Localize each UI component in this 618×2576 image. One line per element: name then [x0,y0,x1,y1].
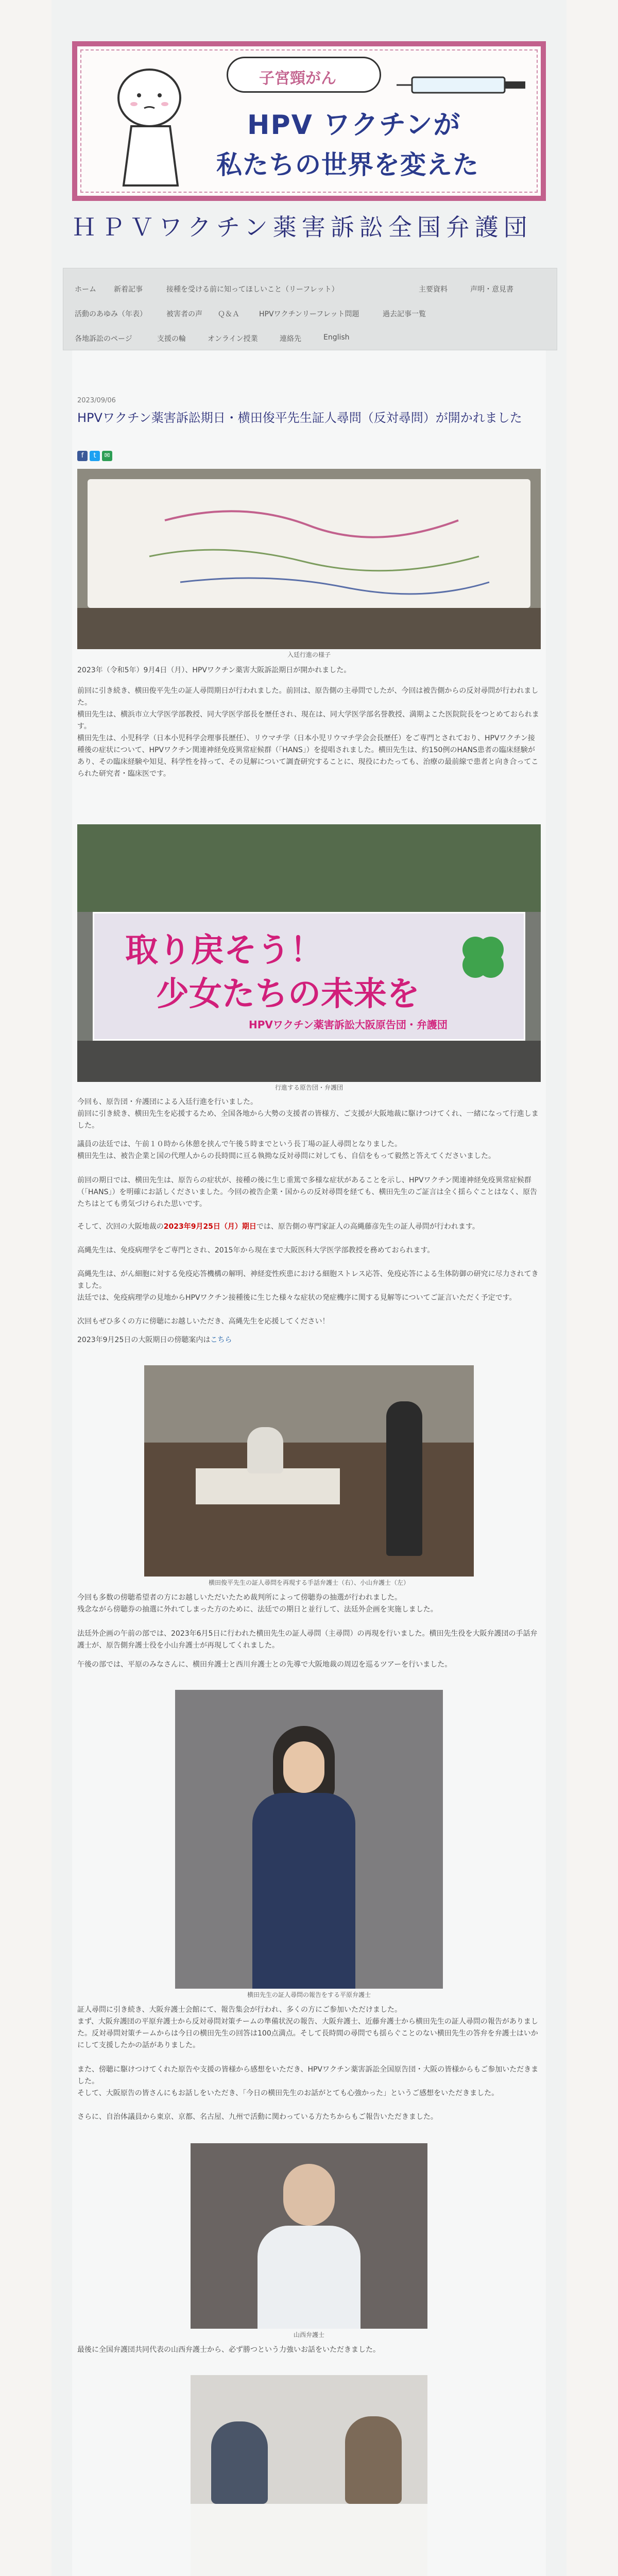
site-banner[interactable] [72,41,546,201]
main-nav [63,268,557,350]
para-21: まず、大阪弁護団の平原弁護士から反対尋問対策チームの準備状況の報告、大阪弁護士、近藤弁護士から横田先生の証人尋問の報告がありました。反対尋問対策チームからは今日の横田先生の回答は100点満点。そして長時間の尋問でも揺らぐことのない横田先生の答弁を弁護士はいかにして支援したかの話がありました。 [77,2018,538,2049]
table [196,1468,340,1504]
nav-item-voices[interactable]: 被害者の声 [166,310,202,318]
page [52,0,566,2576]
standing-person [386,1401,422,1556]
nav-item-contact[interactable]: 連絡先 [280,335,301,343]
nav-item-leaflet-issue[interactable]: HPVワクチンリーフレット問題 [259,310,359,318]
speaker-outfit [252,1793,355,1989]
nav-item-leaflet[interactable]: 接種を受ける前に知ってほしいこと（リーフレット） [166,285,339,294]
seated-person [247,1427,283,1473]
para-6: 前回に引き続き、横田先生を応援するため、全国各地から大勢の支援者の皆様方、ご支援が大阪地裁に駆けつけてくれ、一緒になって行進しました。 [77,1110,539,1130]
marchers-legs [77,1041,541,1082]
para-23: そして、大阪原告の皆さんにもお話しをいただき、「今日の横田先生のお話がとても心強かった」というご感想をいただきました。 [77,2089,499,2097]
banner-group-name: HPVワクチン薬害訴訟大阪原告団・弁護団 [249,1019,448,1031]
para-16: 今回も多数の傍聴希望者の方にお越しいただいたため裁判所によって傍聴券の抽選が行われました。 [77,1594,402,1602]
site-title[interactable]: ＨＰＶワクチン薬害訴訟全国弁護団 [72,213,533,241]
banner-slogan-line2: 少女たちの未来を [156,975,420,1013]
lawyer-right [345,2416,402,2504]
para-10-post: では、原告側の専門家証人の高縄藤彦先生の証人尋問が行われます。 [256,1223,479,1231]
nav-item-archive[interactable]: 過去記事一覧 [383,310,426,318]
nav-item-online-class[interactable]: オンライン授業 [208,335,258,343]
nav-item-news[interactable]: 新着記事 [114,285,143,294]
banner-title-line1: HPV ワクチンが [247,110,461,141]
para-15-text: 2023年9月25日の大阪期日の傍聴案内は [77,1336,211,1344]
para-11: 高縄先生は、免疫病理学をご専門とされ、2015年から現在まで大阪医科大学医学部教授を務めておられます。 [77,1246,435,1255]
para-4: 横田先生は、小児科学（日本小児科学会理事長歴任）、リウマチ学（日本小児リウマチ学会会長歴任）をご専門とされており、HPVワクチン接種後の症状について、HPVワクチン関連神経免疫異常症候群（「HANS」）を提唱されました。横田先生は、約150例のHANS患者の臨床経験があり、その臨床経験や知見、科学性を持って、その見解について調査研究することに、現役にわたっても、治療の最前線で患者と向き合ってこられた研究者・臨床医です。 [77,734,539,778]
photo-report-speaker [175,1690,443,1989]
banner-slogan-line1: 取り戻そう！ [125,931,323,970]
para-14: 次回もぜひ多くの方に傍聴にお越しいただき、高縄先生を応援してください！ [77,1317,330,1326]
photo-march [77,824,541,1082]
speaker-face [283,2164,335,2226]
line-share-icon[interactable]: ✉ [102,451,112,461]
speech-bubble [227,57,381,93]
post-title: HPVワクチン薬害訴訟期日・横田俊平先生証人尋問（反対尋問）が開かれました [77,411,522,425]
nav-item-home[interactable]: ホーム [75,285,96,294]
photo2-caption: 行進する原告団・弁護団 [274,1084,343,1091]
photo1-caption: 入廷行進の様子 [287,651,331,658]
para-24: さらに、自治体議員から東京、京都、名古屋、九州で活動に関わっている方たちからもご報告いただきました。 [77,2113,438,2121]
banner-title-line2: 私たちの世界を変えた [216,150,479,180]
para-8: 横田先生は、被告企業と国の代理人からの長時間に亘る執拗な反対尋問に対しても、自信をもって毅然と答えてくださいました。 [77,1152,495,1160]
para-10-pre: そして、次回の大阪地裁の [77,1223,164,1231]
para-1: 2023年（令和5年）9月4日（月）、HPVワクチン薬害大阪訴訟期日が開かれました。 [77,666,351,674]
para-9: 前回の期日では、横田先生は、原告らの症状が、接種の後に生じ重篤で多様な症状があることを示し、HPVワクチン関連神経免疫異常症候群（「HANS」）を明確にお話しくださいました。今回の被告企業・国からの反対尋問を経ても、横田先生のご証言は全く揺らぐことはなく、原告たちはとても勇気づけられた思いです。 [77,1176,538,1208]
facebook-share-icon[interactable]: f [77,451,88,461]
nav-item-english[interactable]: English [323,333,350,342]
para-7: 議員の法廷では、午前１０時から休憩を挟んで午後５時までという長丁場の証人尋問となりました。 [77,1140,402,1148]
para-3: 横田先生は、横浜市立大学医学部教授、同大学医学部長を歴任され、現在は、同大学医学部名誉教授、満期よこた医院院長をつとめておられます。 [77,710,539,731]
message-banner-cloth [88,479,530,608]
photo-entrance-march [77,469,541,649]
para-10 [77,1221,541,1233]
para-12: 高縄先生は、がん細胞に対する免疫応答機構の解明、神経変性疾患における細胞ストレス応答、免疫応答による生体防御の研究に尽力されてきました。 [77,1270,539,1290]
post-date: 2023/09/06 [77,397,116,404]
cartoon-girl-illustration [88,57,221,196]
twitter-share-icon[interactable]: t [90,451,100,461]
nav-item-local-suits[interactable]: 各地訴訟のページ [75,335,132,343]
para-18: 法廷外企画の午前の部では、2023年6月5日に行われた横田先生の証人尋問（主尋問）の再現を行いました。横田先生役を大阪弁護団の手話弁護士が、原告側弁護士役を小山弁護士が再現してくれました。 [77,1630,538,1650]
nav-item-support[interactable]: 支援の輪 [157,335,186,343]
press-table [191,2504,427,2576]
crowd-silhouettes [77,608,541,649]
photo3-caption: 横田俊平先生の証人尋問を再現する手話弁護士（右）、小山弁護士（左） [208,1579,409,1586]
para-5: 今回も、原告団・弁護団による入廷行進を行いました。 [77,1098,258,1106]
room-wall [144,1365,474,1443]
photo-press-conference [191,2375,427,2576]
lawyer-left [211,2421,268,2504]
trees-background [77,824,541,912]
nav-item-qa[interactable]: Ｑ＆Ａ [218,310,239,318]
bubble-text: 子宮頸がん [259,70,336,88]
speaker-shirt [258,2226,360,2329]
clover-icon [455,929,511,986]
para-22: また、傍聴に駆けつけてくれた原告や支援の皆様から感想をいただき、HPVワクチン薬害訴訟全国原告団・大阪の皆様からもご参加いただきました。 [77,2065,539,2086]
nav-item-history[interactable]: 活動のあゆみ（年表） [75,310,147,318]
speaker-face [283,1741,324,1793]
hearing-guide-link[interactable]: こちら [210,1336,232,1344]
handwritten-messages-graphic [88,479,530,608]
photo-reenactment [144,1365,474,1577]
para-2: 前回に引き続き、横田俊平先生の証人尋問期日が行われました。前回は、原告側の主尋問でしたが、今回は被告側からの反対尋問が行われました。 [77,687,539,707]
photo5-caption: 山西弁護士 [293,2331,324,2338]
photo4-caption: 横田先生の証人尋問の報告をする平原弁護士 [247,1991,371,1998]
nav-item-statements[interactable]: 声明・意見書 [470,285,513,294]
syringe-icon [397,67,536,103]
para-25: 最後に全国弁護団共同代表の山西弁護士から、必ず勝つという力強いお話をいただきました。 [77,2346,380,2354]
para-17: 残念ながら傍聴券の抽選に外れてしまった方のために、法廷での期日と並行して、法廷外企画を実施しました。 [77,1605,438,1614]
para-20: 証人尋問に引き続き、大阪弁護士会館にて、報告集会が行われ、多くの方にご参加いただけました。 [77,2006,402,2014]
nav-item-documents[interactable]: 主要資料 [419,285,448,294]
para-13: 法廷では、免疫病理学の見地からHPVワクチン接種後に生じた様々な症状の発症機序に関する見解等についてご証言いただく予定です。 [77,1294,517,1302]
para-15 [77,1334,541,1346]
protest-banner [93,912,525,1041]
photo-yamanishi [191,2143,427,2329]
next-hearing-date: 2023年9月25日（月）期日 [163,1223,256,1231]
para-19: 午後の部では、平原のみなさんに、横田弁護士と西川弁護士との先導で大阪地裁の周辺を巡るツアーを行いました。 [77,1660,452,1669]
